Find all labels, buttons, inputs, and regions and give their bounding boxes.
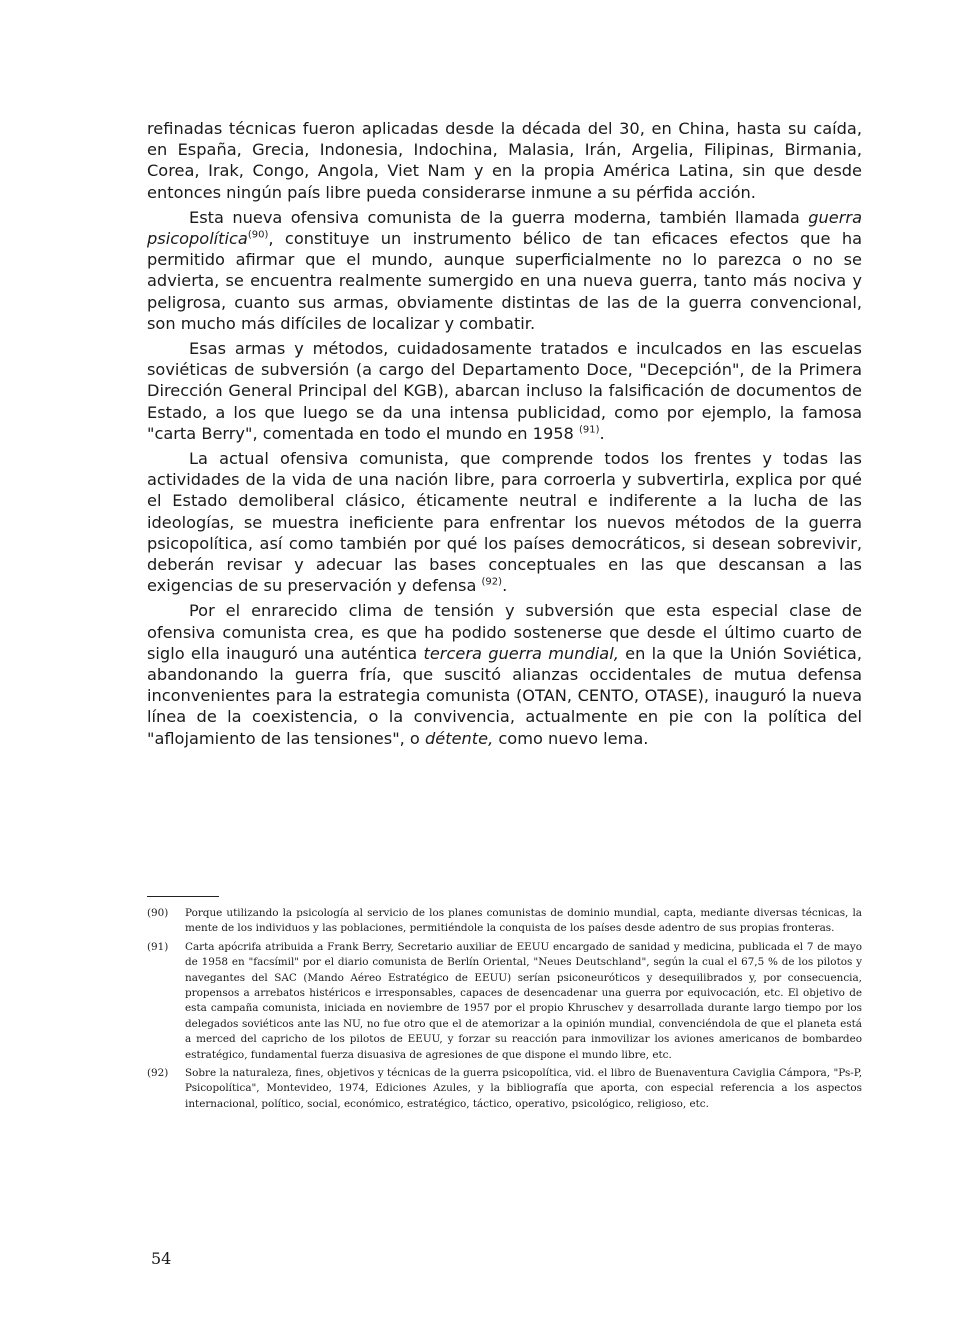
page-number: 54 (151, 1249, 172, 1268)
footnote-number: (90) (147, 907, 169, 919)
footnote-text: Carta apócrifa atribuida a Frank Berry, Secretario auxiliar de EEUU encargado de sanidad y medicina, publicada el 7 de mayo de 1958 en "facsímil" por el diario comunista de Berlín Oriental, "Neues Deutschland", según la cual el 67,5 % de los pilotos y navegantes del SAC (Mando Aéreo Estratégico de EEUU) serían psiconeuróticos y desequilibrados y, por consecuencia, propensos a arrebatos histéricos e irresponsables, capaces de desencadenar una guerra por equivocación, etc. El objetivo de esta campaña comunista, iniciada en noviembre de 1957 por el propio Khruschev y desarrollada durante largo tiempo por los delegados soviéticos ante las NU, no fue otro que el de atemorizar a la opinión mundial, convenciéndola de que el planeta está a merced del capricho de los pilotos de EEUU, y forzar su reacción para inmovilizar los aviones americanos de bombardeo estratégico, fundamental fuerza disuasiva de agresiones de que dispone el mundo libre, etc. (185, 940, 862, 1061)
paragraph-5 (147, 600, 862, 748)
paragraph-4-lead: La actual ofensiva comunista, que comprende todos los frentes y todas las actividades de la vida de una nación libre, para corroerla y subvertirla, explica por qué el Estado demoliberal clásico, éticamente neutral e indiferente a la lucha de las ideologías, se muestra ineficiente para enfrentar los nuevos métodos de la guerra psicopolítica, así como también por qué los países democráticos, si desean sobrevivir, deberán revisar y adecuar las bases conceptuales en las que descansan a las exigencias de su preservación y defensa (147, 449, 862, 596)
paragraph-5-italic-2: détente, (424, 728, 494, 748)
paragraph-5-lead: Por el enrarecido clima de tensión y subversión que esta especial clase de ofensiva comunista crea, es que ha podido sostenerse que desde el último cuarto de siglo ella inauguró una auténtica (147, 601, 862, 663)
footnotes (147, 906, 862, 1115)
footnote-ref-92: (92) (481, 576, 503, 588)
footnote-number: (91) (147, 940, 169, 953)
paragraph-4-tail: . (502, 576, 508, 596)
body-text (147, 118, 862, 749)
footnote-91 (147, 940, 862, 1063)
paragraph-5-tail: como nuevo lema. (493, 728, 649, 748)
paragraph-2-tail: , constituye un instrumento bélico de tan eficaces efectos que ha permitido afirmar que el mundo, aunque superficialmente no lo parezca o no se advierta, se encuentra realmente sumergido en una nueva guerra, tanto más nociva y peligrosa, cuanto sus armas, obviamente distintas de las de la guerra convencional, son mucho más difíciles de localizar y combatir. (147, 229, 862, 333)
paragraph-3-tail: . (599, 423, 605, 443)
footnote-number: (92) (147, 1067, 169, 1080)
paragraph-2-italic: guerra psicopolítica (147, 207, 862, 249)
paragraph-4 (147, 448, 862, 596)
paragraph-5-mid: en la que la Unión Soviética, abandonando la guerra fría, que suscitó alianzas occidentales de mutua defensa inconvenientes para la estrategia comunista (OTAN, CENTO, OTASE), inauguró la nueva línea de la coexistencia, o la convivencia, actualmente en pie con la política del "aflojamiento de las tensiones", o (147, 643, 862, 748)
footnote-ref-90: (90) (247, 229, 269, 241)
footnote-ref-91: (91) (579, 424, 600, 436)
paragraph-5-italic: tercera guerra mundial, (423, 643, 619, 663)
paragraph-1-text: refinadas técnicas fueron aplicadas desde la década del 30, en China, hasta su caída, en España, Grecia, Indonesia, Indochina, Malasia, Irán, Argelia, Filipinas, Birmania, Corea, Irak, Congo, Angola, Viet Nam y en la propia América Latina, sin que desde entonces ningún país libre pueda considerarse inmune a su pérfida acción. (147, 119, 862, 202)
paragraph-2-lead: Esta nueva ofensiva comunista de la guerra moderna, también llamada (189, 207, 809, 227)
footnote-90 (147, 906, 862, 937)
footnote-divider (147, 896, 219, 897)
paragraph-3-lead: Esas armas y métodos, cuidadosamente tratados e inculcados en las escuelas soviéticas de subversión (a cargo del Departamento Doce, "Decepción", de la Primera Dirección General Principal del KGB), abarcan incluso la falsificación de documentos de Estado, a los que luego se da una intensa publicidad, como por ejemplo, la famosa "carta Berry", comentada en todo el mundo en 1958 (147, 339, 862, 443)
footnote-text: Porque utilizando la psicología al servicio de los planes comunistas de dominio mundial, capta, mediante diversas técnicas, la mente de los individuos y las poblaciones, permitiéndole la conquista de los países desde adentro de sus propias fronteras. (185, 907, 862, 935)
footnote-text: Sobre la naturaleza, fines, objetivos y técnicas de la guerra psicopolítica, vid. el libro de Buenaventura Caviglia Cámpora, "Ps-P, Psicopolítica", Montevideo, 1974, Ediciones Azules, y la bibliografía que aporta, con especial referencia a los aspectos internacional, político, social, económico, estratégico, táctico, operativo, psicológico, religioso, etc. (185, 1067, 862, 1110)
paragraph-2 (147, 207, 862, 334)
paragraph-1 (147, 118, 862, 203)
footnote-92 (147, 1066, 862, 1112)
paragraph-3 (147, 338, 862, 444)
